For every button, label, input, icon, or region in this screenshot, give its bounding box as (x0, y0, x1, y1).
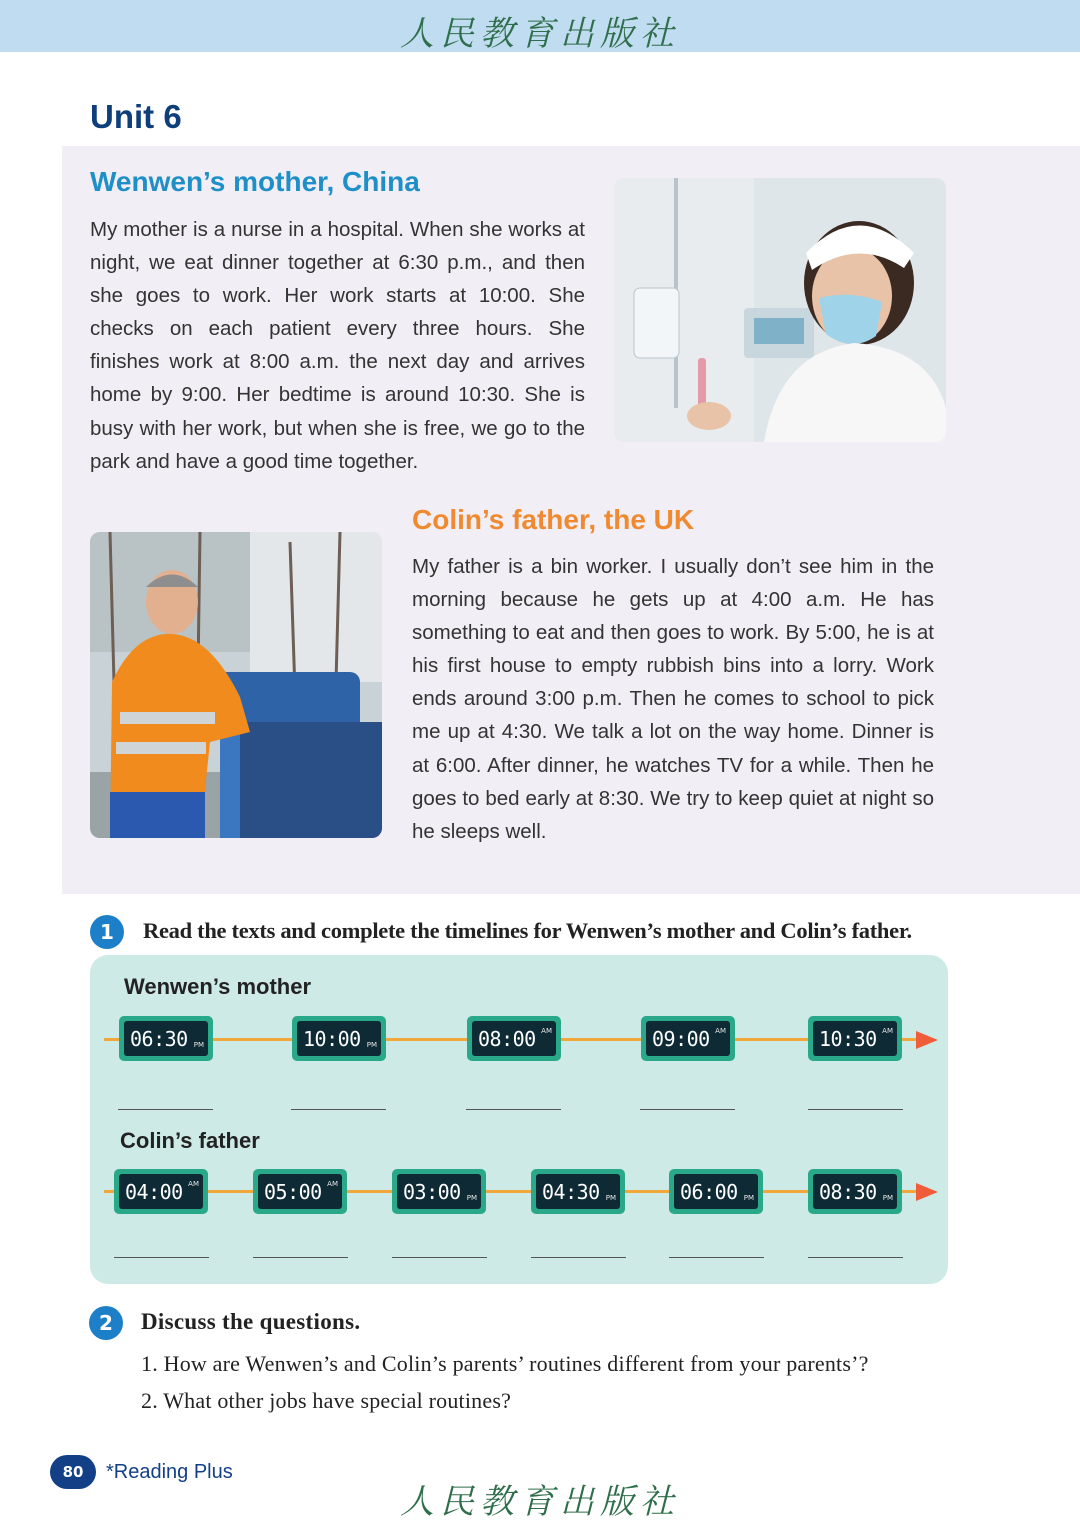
activity-1-badge: 1 (90, 915, 124, 949)
clock-time: 06:30 (130, 1027, 188, 1051)
wenwen-text: My mother is a nurse in a hospital. When she works at night, we eat dinner together at 6:30 p.m., and then she goes to work. Her work starts at 10:00. She checks on each patient every three hours. She finishes work at 8:00 a.m. the next day and arrives home by 9:00. Her bedtime is around 10:30. She is busy with her work, but when she is free, we go to the park and have a good time together. (90, 218, 585, 473)
clock-time: 04:30 (542, 1180, 600, 1204)
clock-am: AM (188, 1180, 199, 1188)
question-item: 2. What other jobs have special routines? (141, 1388, 512, 1413)
answer-blank[interactable] (531, 1257, 626, 1258)
wenwen-clock (292, 1016, 386, 1061)
answer-blank[interactable] (253, 1257, 348, 1258)
clock-pm: PM (882, 1194, 893, 1202)
wenwen-timeline-label: Wenwen’s mother (124, 974, 312, 999)
answer-blank[interactable] (808, 1109, 903, 1110)
clock-am: AM (541, 1027, 552, 1035)
answer-blank[interactable] (669, 1257, 764, 1258)
clock-pm: PM (366, 1041, 377, 1049)
wenwen-clock (467, 1016, 561, 1061)
clock-pm: PM (466, 1194, 477, 1202)
colin-timeline-label: Colin’s father (120, 1128, 260, 1153)
colin-heading: Colin’s father, the UK (412, 504, 695, 535)
colin-text: My father is a bin worker. I usually don’t see him in the morning because he gets up at 4:00 a.m. He has something to eat and then goes to work. By 5:00, he is at his first house to empty rubbish bins into a lorry. Work ends around 3:00 p.m. Then he comes to school to pick me up at 4:30. We talk a lot on the way home. Dinner is at 6:00. After dinner, he watches TV for a while. Then he goes to bed early at 8:30. We try to keep quiet at night so he sleeps well. (412, 555, 934, 843)
colin-clock (808, 1169, 902, 1214)
page-number: 80 (50, 1455, 96, 1489)
activity-2-instruction: Discuss the questions. (141, 1309, 361, 1334)
publisher-logo: 人民教育出版社 (400, 1482, 680, 1522)
unit-title: Unit 6 (90, 98, 182, 135)
clock-time: 08:30 (819, 1180, 877, 1204)
answer-blank[interactable] (392, 1257, 487, 1258)
clock-time: 05:00 (264, 1180, 322, 1204)
colin-clock (253, 1169, 347, 1214)
wenwen-timeline-arrow (916, 1031, 938, 1049)
wenwen-clock (808, 1016, 902, 1061)
answer-blank[interactable] (291, 1109, 386, 1110)
timeline-panel (90, 955, 948, 1284)
wenwen-clock (641, 1016, 735, 1061)
clock-am: AM (327, 1180, 338, 1188)
answer-blank[interactable] (466, 1109, 561, 1110)
colin-clock (392, 1169, 486, 1214)
answer-blank[interactable] (808, 1257, 903, 1258)
activity-2-badge: 2 (89, 1306, 123, 1340)
activity-1-instruction: Read the texts and complete the timelines for Wenwen’s mother and Colin’s father. (143, 918, 912, 943)
clock-pm: PM (605, 1194, 616, 1202)
footer-label: *Reading Plus (106, 1461, 233, 1483)
clock-time: 08:00 (478, 1027, 536, 1051)
clock-time: 09:00 (652, 1027, 710, 1051)
answer-blank[interactable] (114, 1257, 209, 1258)
clock-time: 10:30 (819, 1027, 877, 1051)
bin-worker-photo (90, 532, 382, 838)
clock-am: AM (882, 1027, 893, 1035)
clock-pm: PM (743, 1194, 754, 1202)
clock-time: 04:00 (125, 1180, 183, 1204)
wenwen-clock (119, 1016, 213, 1061)
answer-blank[interactable] (640, 1109, 735, 1110)
colin-clock (531, 1169, 625, 1214)
clock-am: AM (715, 1027, 726, 1035)
colin-clock (669, 1169, 763, 1214)
colin-clock (114, 1169, 208, 1214)
nurse-photo (614, 178, 946, 442)
clock-time: 03:00 (403, 1180, 461, 1204)
colin-timeline-line (104, 1190, 916, 1193)
wenwen-heading: Wenwen’s mother, China (90, 166, 420, 197)
clock-time: 06:00 (680, 1180, 738, 1204)
clock-time: 10:00 (303, 1027, 361, 1051)
question-item: 1. How are Wenwen’s and Colin’s parents’ routines different from your parents’? (141, 1351, 869, 1376)
colin-timeline-arrow (916, 1183, 938, 1201)
publisher-logo: 人民教育出版社 (400, 14, 680, 54)
answer-blank[interactable] (118, 1109, 213, 1110)
clock-pm: PM (193, 1041, 204, 1049)
